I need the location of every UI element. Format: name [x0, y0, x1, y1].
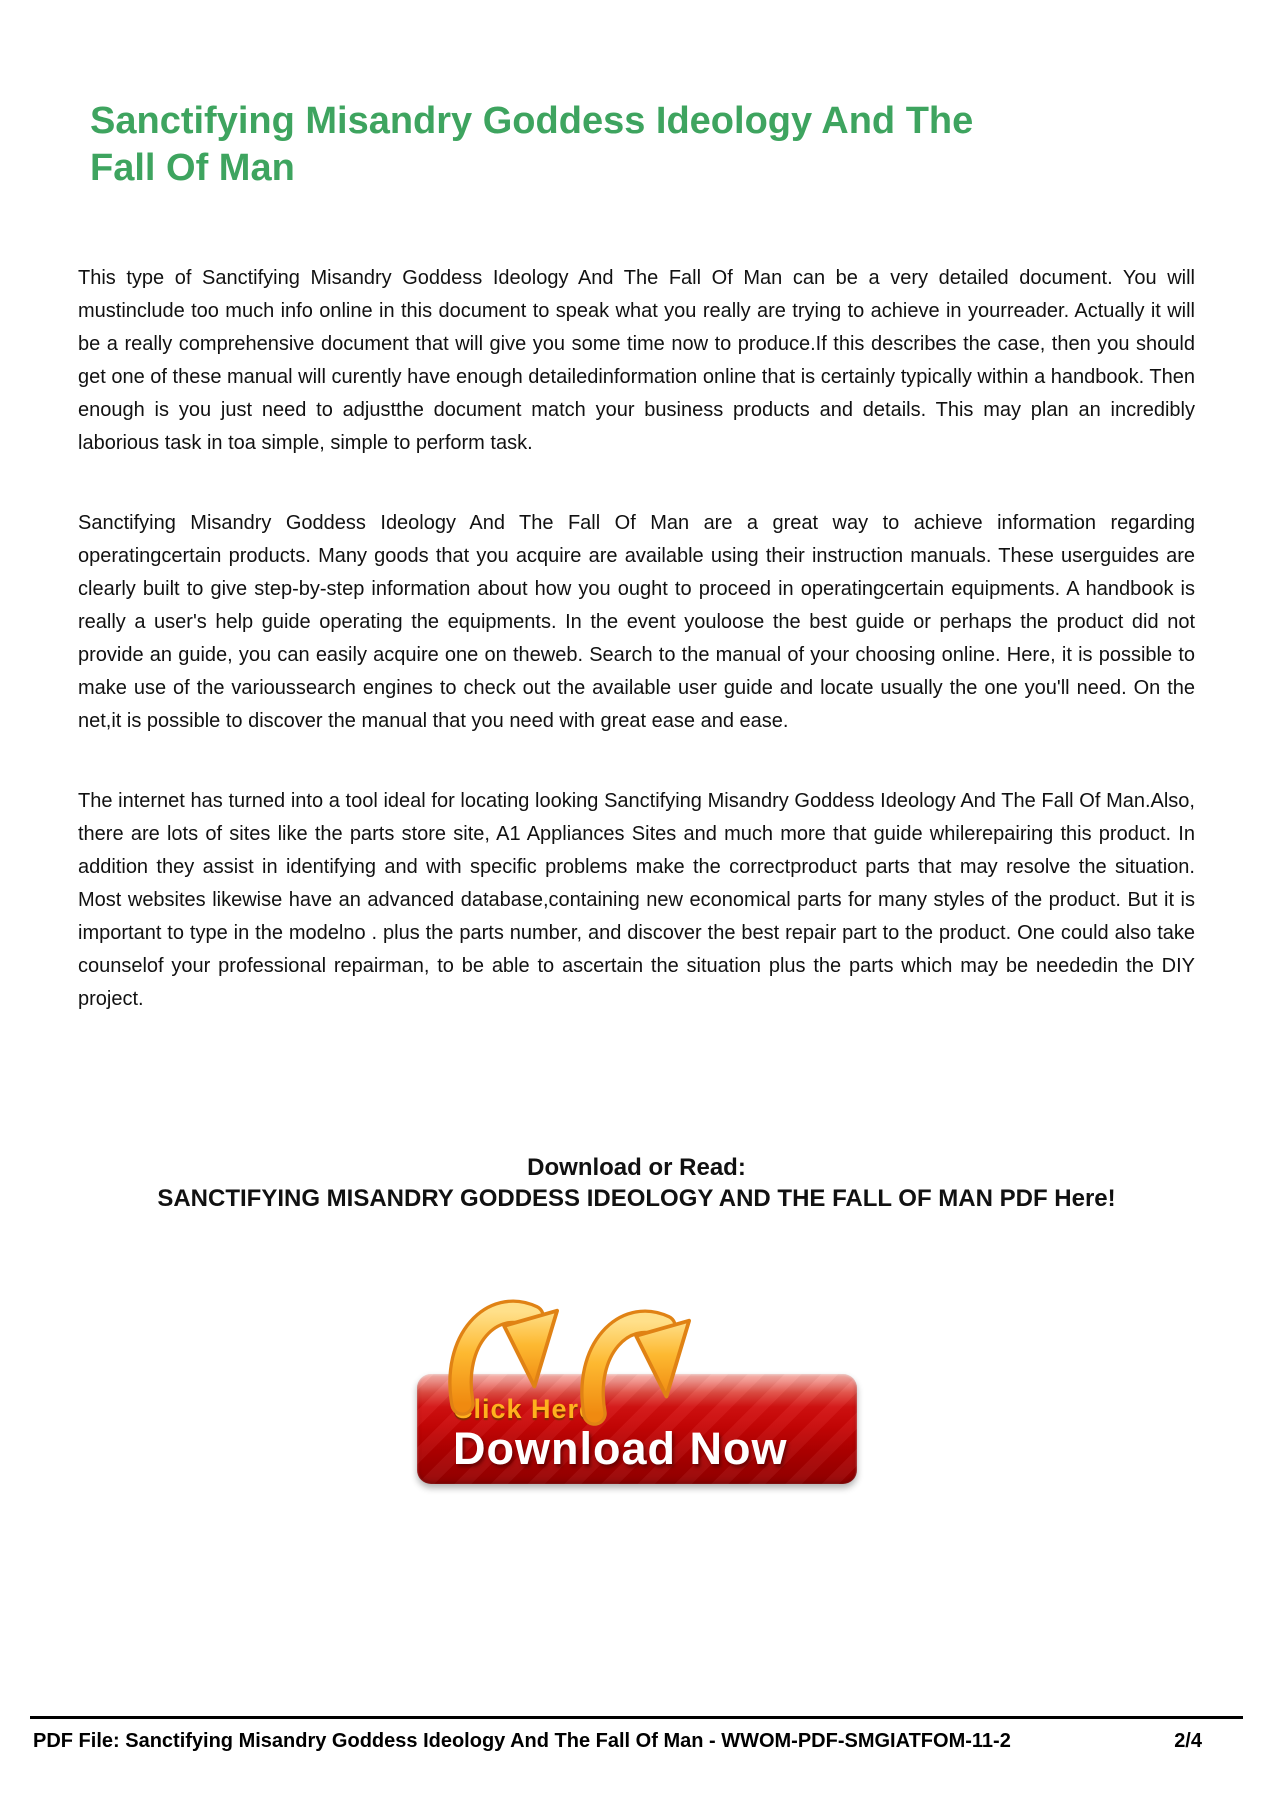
download-button-graphic — [417, 1288, 857, 1484]
download-arrow-icon — [447, 1288, 565, 1435]
footer-divider — [30, 1716, 1243, 1719]
body-paragraph: The internet has turned into a tool ideal for locating looking Sanctifying Misandry Goddess Ideology And The Fall Of Man.Also, there are lots of sites like the parts store site, A1 Appliances Sites and much more that guide whilerepairing this product. In addition they assist in identifying and with specific problems make the correctproduct parts that may resolve the situation. Most websites likewise have an advanced database,containing new economical parts for many styles of the product. But it is important to type in the modelno . plus the parts number, and discover the best repair part to the product. One could also take counselof your professional repairman, to be able to ascertain the situation plus the parts which may be neededin the DIY project. — [78, 790, 1195, 1010]
download-heading — [0, 1152, 1273, 1214]
footer-file-label: PDF File: Sanctifying Misandry Goddess Ideology And The Fall Of Man - WWOM-PDF-SMGIATFOM-11-2 — [33, 1730, 1011, 1752]
body-paragraph: Sanctifying Misandry Goddess Ideology And The Fall Of Man are a great way to achieve information regarding operatingcertain products. Many goods that you acquire are available using their instruction manuals. These userguides are clearly built to give step-by-step information about how you ought to proceed in operatingcertain equipments. A handbook is really a user's help guide operating the equipments. In the event youloose the best guide or perhaps the product did not provide an guide, you can easily acquire one on theweb. Search to the manual of your choosing online. Here, it is possible to make use of the varioussearch engines to check out the available user guide and locate usually the one you'll need. On the net,it is possible to discover the manual that you need with great ease and ease. — [78, 512, 1195, 732]
page-number: 2/4 — [1174, 1730, 1202, 1752]
body-paragraph: This type of Sanctifying Misandry Goddess Ideology And The Fall Of Man can be a very detailed document. You will mustinclude too much info online in this document to speak what you really are trying to achieve in yourreader. Actually it will be a really comprehensive document that will give you some time now to produce.If this describes the case, then you should get one of these manual will curently have enough detailedinformation online that is certainly typically within a handbook. Then enough is you just need to adjustthe document match your business products and details. This may plan an incredibly laborious task in toa simple, simple to perform task. — [78, 267, 1195, 454]
download-now-label: Download Now — [453, 1423, 788, 1474]
download-arrow-icon — [579, 1298, 697, 1445]
footer — [33, 1730, 1240, 1753]
download-title-label: SANCTIFYING MISANDRY GODDESS IDEOLOGY AND THE FALL OF MAN PDF Here! — [157, 1185, 1116, 1212]
document-body — [78, 262, 1195, 1063]
click-here-label: Click Here — [453, 1394, 596, 1424]
page-title: Sanctifying Misandry Goddess Ideology And The Fall Of Man — [90, 100, 974, 190]
download-or-read-label: Download or Read: — [527, 1154, 746, 1181]
